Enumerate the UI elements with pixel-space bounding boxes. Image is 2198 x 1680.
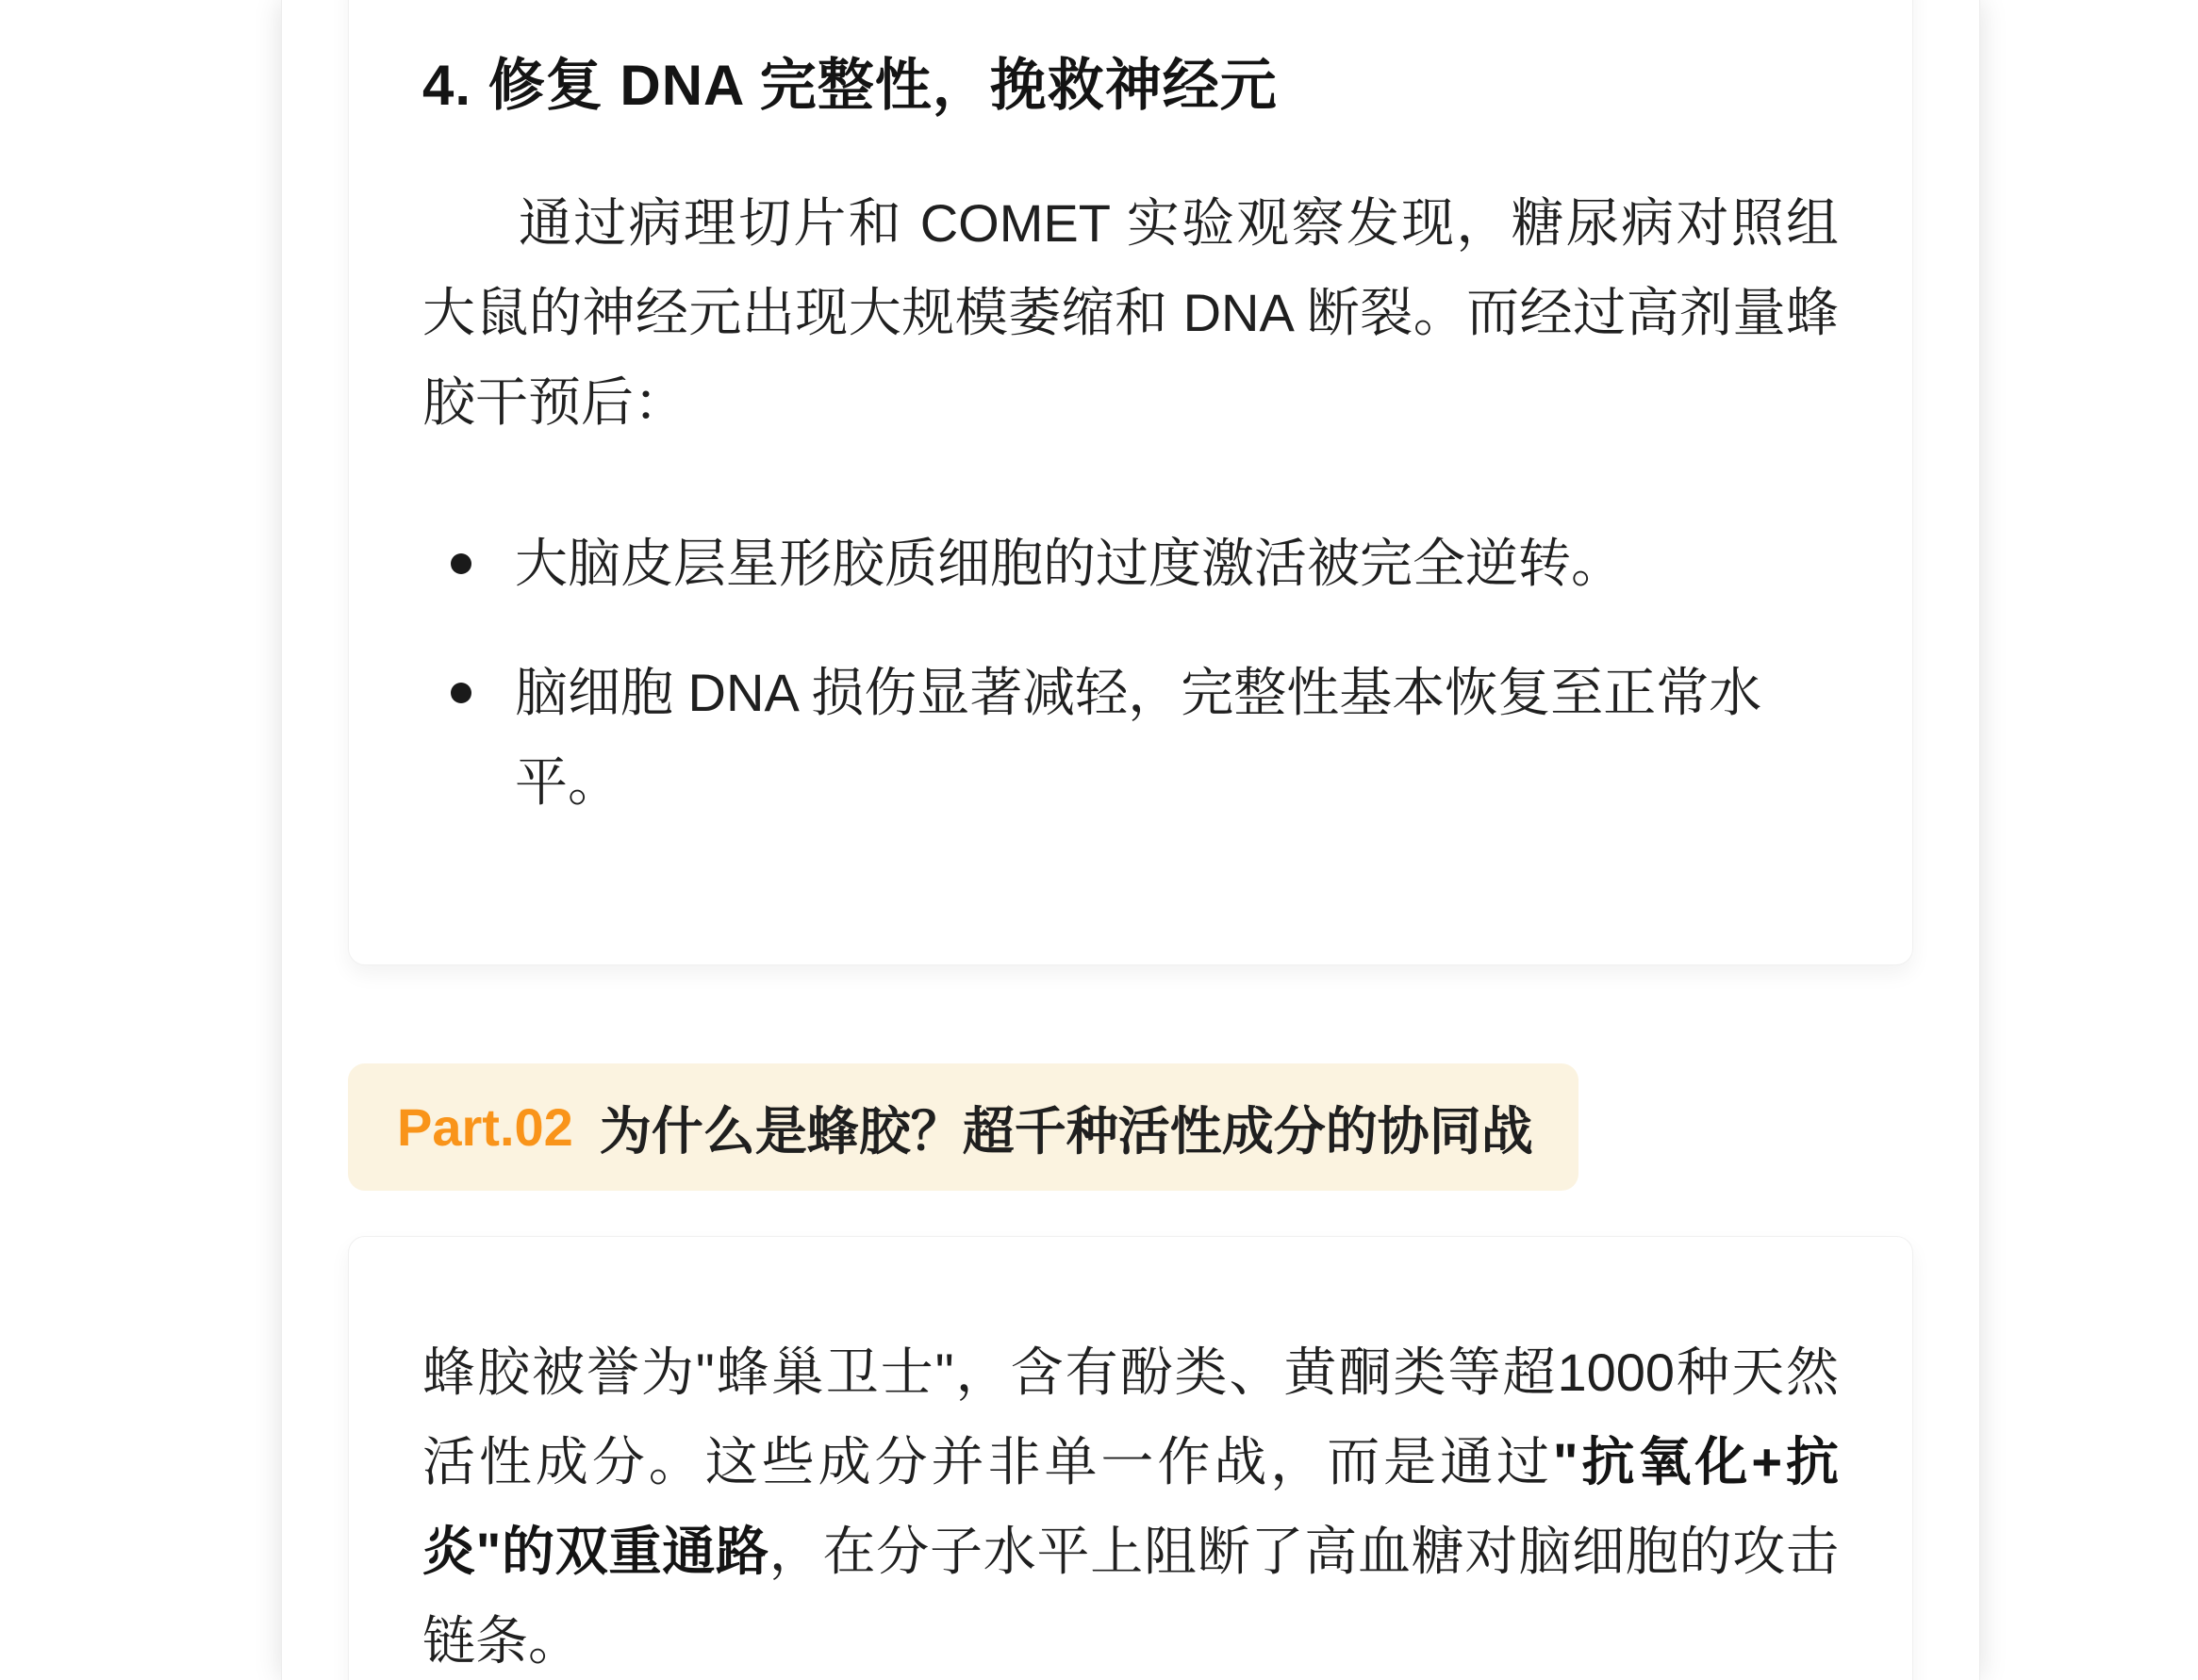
- bullet-list: [422, 519, 1839, 827]
- bullet-text: 大脑皮层星形胶质细胞的过度激活被完全逆转。: [515, 534, 1624, 593]
- part-section-title: 为什么是蜂胶？超千种活性成分的协同战: [599, 1102, 1533, 1161]
- section-card-dna-repair: [348, 0, 1913, 965]
- list-item: [422, 519, 1839, 608]
- list-item: [422, 648, 1839, 827]
- intro-text-before: 蜂胶被誉为"蜂巢卫士"，含有酚类、黄酮类等超1000种天然活性成分。这些成分并非单一作战，而是通过: [422, 1342, 1839, 1491]
- section-card-propolis-intro: [348, 1236, 1913, 1680]
- intro-paragraph: [422, 1327, 1839, 1680]
- article-column: [281, 0, 1980, 1680]
- bullet-text: 脑细胞 DNA 损伤显著减轻，完整性基本恢复至正常水平。: [515, 663, 1762, 812]
- bullet-dot-icon: [451, 683, 471, 703]
- section-paragraph: 通过病理切片和 COMET 实验观察发现，糖尿病对照组大鼠的神经元出现大规模萎缩和 DNA 断裂。而经过高剂量蜂胶干预后：: [422, 193, 1839, 432]
- bullet-dot-icon: [451, 553, 471, 574]
- part-number-label: Part.02: [397, 1097, 573, 1157]
- intro-text-after: ，在分子水平上阻断了高血糖对脑细胞的攻击链条。: [422, 1522, 1840, 1671]
- intro-text-bold: "抗氧化+抗炎"的双重通路: [422, 1432, 1840, 1581]
- section-heading: 4. 修复 DNA 完整性，挽救神经元: [422, 54, 1278, 117]
- part2-section-banner: [348, 1063, 1578, 1191]
